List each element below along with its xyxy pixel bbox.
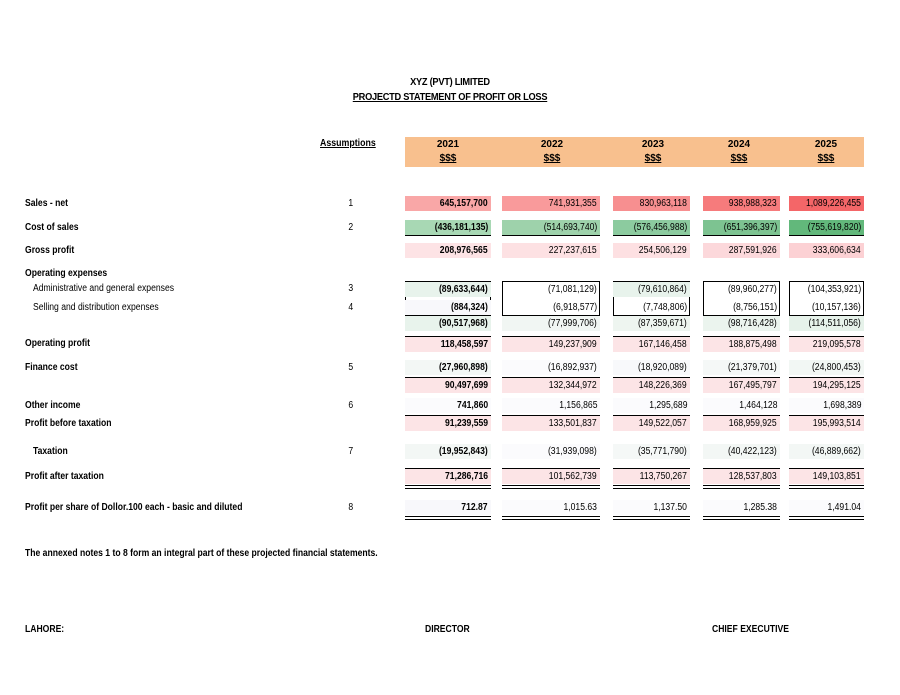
operating-profit-2023: 167,146,458 <box>613 336 690 352</box>
other-income-2025: 1,698,389 <box>789 398 864 413</box>
director-signature-label: DIRECTOR <box>425 624 470 635</box>
currency-label: $$$ <box>439 153 457 164</box>
note-ref-other-income: 6 <box>348 400 354 411</box>
eps-2021: 712.87 <box>405 500 491 515</box>
opex-total-2024: (98,716,428) <box>703 316 780 331</box>
note-ref-taxation: 7 <box>348 446 354 457</box>
finance-cost-2023: (18,920,089) <box>613 360 690 375</box>
row-label-other-income: Other income <box>25 400 81 411</box>
year-label: 2024 <box>727 139 751 150</box>
company-name: XYZ (PVT) LIMITED <box>410 76 490 88</box>
gross-profit-2022: 227,237,615 <box>502 243 600 258</box>
row-label-cost-of-sales: Cost of sales <box>25 222 79 233</box>
operating-profit-2022: 149,237,909 <box>502 336 600 352</box>
selling-2025: (10,157,136) <box>812 302 861 313</box>
opex-total-2021: (90,517,968) <box>405 316 491 331</box>
note-ref-sales: 1 <box>348 198 354 209</box>
cost-of-sales-2022: (514,693,740) <box>502 220 600 236</box>
currency-label: $$$ <box>817 153 835 164</box>
admin-2023: (79,610,864) <box>613 282 690 297</box>
row-label-admin-expenses: Administrative and general expenses <box>33 283 175 294</box>
selling-2021: (884,324) <box>405 300 491 315</box>
currency-label: $$$ <box>644 153 662 164</box>
year-label: 2021 <box>436 139 460 150</box>
other-income-2022: 1,156,865 <box>502 398 600 413</box>
other-income-2021: 741,860 <box>405 398 491 413</box>
after-finance-2023: 148,226,369 <box>613 377 690 393</box>
sales-2023: 830,963,118 <box>613 196 690 211</box>
pbt-2023: 149,522,057 <box>613 415 690 431</box>
finance-cost-2022: (16,892,937) <box>502 360 600 375</box>
year-header-2025 <box>781 138 871 166</box>
note-ref-cost-of-sales: 2 <box>348 222 354 233</box>
other-income-2023: 1,295,689 <box>613 398 690 413</box>
eps-2024: 1,285.38 <box>703 500 780 515</box>
currency-label: $$$ <box>730 153 748 164</box>
opex-total-2022: (77,999,706) <box>502 316 600 331</box>
row-label-eps: Profit per share of Dollor.100 each - basic and diluted <box>25 502 243 513</box>
location-label: LAHORE: <box>25 624 65 635</box>
gross-profit-2023: 254,506,129 <box>613 243 690 258</box>
row-label-gross-profit: Gross profit <box>25 245 75 256</box>
year-header-2021 <box>403 138 493 166</box>
row-label-profit-after-tax: Profit after taxation <box>25 471 104 482</box>
row-label-taxation: Taxation <box>33 446 68 457</box>
cost-of-sales-2021: (436,181,135) <box>405 220 491 236</box>
pat-2025: 149,103,851 <box>789 468 864 484</box>
eps-2023: 1,137.50 <box>613 500 690 515</box>
row-label-sales: Sales - net <box>25 198 69 209</box>
taxation-2023: (35,771,790) <box>613 444 690 459</box>
other-income-2024: 1,464,128 <box>703 398 780 413</box>
finance-cost-2021: (27,960,898) <box>405 360 491 375</box>
sales-2024: 938,988,323 <box>703 196 780 211</box>
currency-label: $$$ <box>543 153 561 164</box>
assumptions-header: Assumptions <box>320 138 376 149</box>
opex-total-2025: (114,511,056) <box>789 316 864 331</box>
eps-2025: 1,491.04 <box>789 500 864 515</box>
selling-2024: (8,756,151) <box>733 302 777 313</box>
chief-executive-signature-label: CHIEF EXECUTIVE <box>712 624 789 635</box>
gross-profit-2021: 208,976,565 <box>405 243 491 258</box>
annexed-notes-text: The annexed notes 1 to 8 form an integral part of these projected financial statements. <box>25 548 378 559</box>
after-finance-2022: 132,344,972 <box>502 377 600 393</box>
year-header-2024 <box>694 138 784 166</box>
note-ref-finance-cost: 5 <box>348 362 354 373</box>
operating-profit-2021: 118,458,597 <box>405 336 491 352</box>
selling-2023: (7,748,806) <box>643 302 687 313</box>
row-label-finance-cost: Finance cost <box>25 362 78 373</box>
gross-profit-2024: 287,591,926 <box>703 243 780 258</box>
row-label-operating-profit: Operating profit <box>25 338 90 349</box>
after-finance-2024: 167,495,797 <box>703 377 780 393</box>
finance-cost-2025: (24,800,453) <box>789 360 864 375</box>
opex-total-2023: (87,359,671) <box>613 316 690 331</box>
eps-2022: 1,015.63 <box>502 500 600 515</box>
selling-2022: (6,918,577) <box>553 302 597 313</box>
sales-2021: 645,157,700 <box>405 196 491 211</box>
operating-profit-2025: 219,095,578 <box>789 336 864 352</box>
row-label-profit-before-tax: Profit before taxation <box>25 418 112 429</box>
year-header-2023 <box>608 138 698 166</box>
pat-2023: 113,750,267 <box>613 468 690 484</box>
taxation-2022: (31,939,098) <box>502 444 600 459</box>
year-label: 2025 <box>814 139 838 150</box>
year-label: 2022 <box>540 139 564 150</box>
finance-cost-2024: (21,379,701) <box>703 360 780 375</box>
note-ref-admin: 3 <box>348 283 354 294</box>
taxation-2024: (40,422,123) <box>703 444 780 459</box>
pbt-2025: 195,993,514 <box>789 415 864 431</box>
pat-2024: 128,537,803 <box>703 468 780 484</box>
admin-2024: (89,960,277) <box>728 284 777 295</box>
taxation-2025: (46,889,662) <box>789 444 864 459</box>
cost-of-sales-2024: (651,396,397) <box>703 220 780 236</box>
gross-profit-2025: 333,606,634 <box>789 243 864 258</box>
cost-of-sales-2025: (755,619,820) <box>789 220 864 236</box>
note-ref-eps: 8 <box>348 502 354 513</box>
pbt-2024: 168,959,925 <box>703 415 780 431</box>
admin-2025: (104,353,921) <box>807 284 861 295</box>
taxation-2021: (19,952,843) <box>405 444 491 459</box>
pat-2021: 71,286,716 <box>405 468 491 484</box>
pbt-2021: 91,239,559 <box>405 415 491 431</box>
pbt-2022: 133,501,837 <box>502 415 600 431</box>
year-label: 2023 <box>641 139 665 150</box>
sales-2025: 1,089,226,455 <box>789 196 864 211</box>
pat-2022: 101,562,739 <box>502 468 600 484</box>
admin-2021: (89,633,644) <box>405 282 491 297</box>
cost-of-sales-2023: (576,456,988) <box>613 220 690 236</box>
statement-title: PROJECTD STATEMENT OF PROFIT OR LOSS <box>352 91 548 103</box>
row-label-operating-expenses: Operating expenses <box>25 268 108 279</box>
year-header-2022 <box>507 138 597 166</box>
note-ref-selling: 4 <box>348 302 354 313</box>
row-label-selling-expenses: Selling and distribution expenses <box>33 302 159 313</box>
after-finance-2021: 90,497,699 <box>405 377 491 393</box>
sales-2022: 741,931,355 <box>502 196 600 211</box>
after-finance-2025: 194,295,125 <box>789 377 864 393</box>
admin-2022: (71,081,129) <box>548 284 597 295</box>
operating-profit-2024: 188,875,498 <box>703 336 780 352</box>
